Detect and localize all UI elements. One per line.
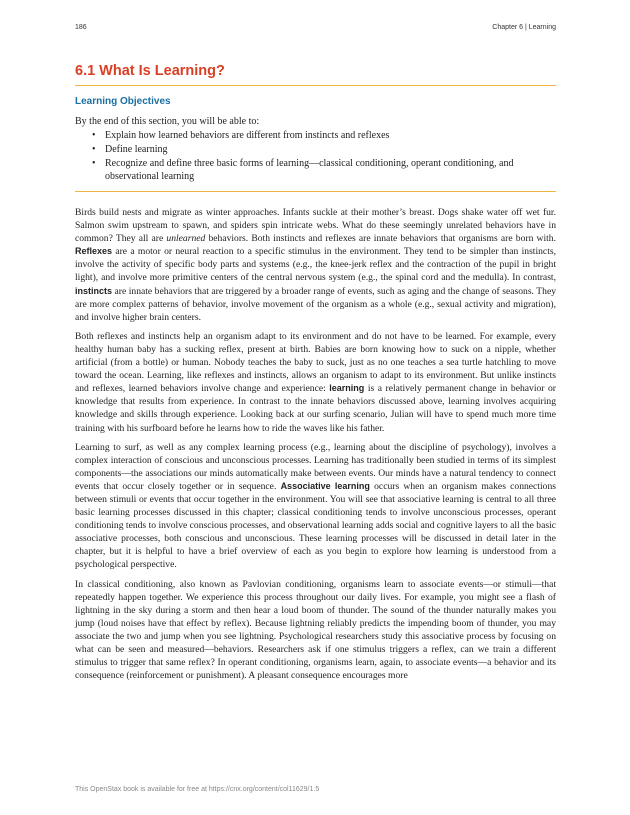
learning-objectives-divider <box>75 191 556 192</box>
paragraph-text: occurs when an organism makes connections between stimuli or events that occur together in the environment. You will see that associative learning is central to all three basic learning processes discussed in this chapter; classical conditioning tends to involve unconscious processes, operant conditioning tends to involve conscious processes, and observational learning adds social and cognitive layers to all the basic associative processes, both conscious and unconscious. These learning processes will be discussed in detail later in the chapter, but it is helpful to have a brief overview of each as you begin to explore how learning is understood from a psychological perspective. <box>75 480 556 571</box>
key-term: Associative learning <box>280 480 370 491</box>
learning-objective-item <box>75 157 556 185</box>
learning-objective-item <box>75 129 556 143</box>
learning-objectives-heading: Learning Objectives <box>75 96 171 107</box>
section-title-divider <box>75 85 556 86</box>
learning-objective-text: Explain how learned behaviors are different from instincts and reflexes <box>105 130 390 141</box>
paragraph-text: Both reflexes and instincts help an organism adapt to its environment and do not have to be learned. For example, every healthy human baby has a sucking reflex, present at birth. Babies are born knowing how to suck on a nipple, whether artificial (from a bottle) or human. Nobody teaches the baby to suck, just as no one teaches a sea turtle hatchling to move toward the ocean. Learning, like reflexes and instincts, allows an organism to adapt to its environment. But unlike instincts and reflexes, learned behaviors involve change and experience: <box>75 330 556 395</box>
running-header <box>75 18 556 32</box>
learning-objectives-intro: By the end of this section, you will be able to: <box>75 116 260 127</box>
bullet-icon: • <box>92 130 96 141</box>
paragraph-text: Learning to surf, as well as any complex learning process (e.g., learning about the discipline of psychology), involves a complex interaction of conscious and unconscious processes. Learning has traditionally been studied in terms of its simplest components—the associations our minds automatically make between events. Our minds have a natural tendency to connect events that occur closely together or in sequence. <box>75 441 556 492</box>
paragraph-text: Birds build nests and migrate as winter approaches. Infants suckle at their mother’s breast. Dogs shake water off wet fur. Salmon swim upstream to spawn, and spiders spin intricate webs. What do these seemingly unrelated behaviors have in common? They all are <box>75 207 556 245</box>
paragraph-text: is a relatively permanent change in behavior or knowledge that results from experience. In contrast to the innate behaviors discussed above, learning involves acquiring knowledge and skills through experience. Looking back at our surfing scenario, Julian will have to spend much more time training with his surfboard before he learns how to ride the waves like his father. <box>75 383 556 434</box>
paragraph-text: behaviors. Both instincts and reflexes are innate behaviors that organisms are born with. <box>205 233 557 245</box>
emphasis-text: unlearned <box>166 233 206 245</box>
section-title: 6.1 What Is Learning? <box>75 63 225 79</box>
paragraph-text: are a motor or neural reaction to a specific stimulus in the environment. They tend to be simpler than instincts, involve the activity of specific body parts and systems (e.g., the knee-jerk reflex and the contraction of the pupil in bright light), and involve more primitive centers of the central nervous system (e.g., the spinal cord and the medulla). In contrast, <box>75 246 556 284</box>
key-term: instincts <box>75 285 113 296</box>
body-paragraph <box>75 441 556 572</box>
bullet-icon: • <box>92 157 96 169</box>
page-number: 186 <box>75 24 87 31</box>
page-footer: This OpenStax book is available for free at https://cnx.org/content/col11629/1.5 <box>75 786 320 793</box>
learning-objectives-list <box>75 129 556 184</box>
paragraph-text: are innate behaviors that are triggered by a broader range of events, such as aging and the change of seasons. They are more complex patterns of behavior, involve movement of the organism as a whole (e.g., sexual activity and migration), and involve higher brain centers. <box>75 285 556 323</box>
paragraph-text: In classical conditioning, also known as Pavlovian conditioning, organisms learn to associate events—or stimuli—that repeatedly happen together. We experience this process throughout our daily lives. For example, you might see a flash of lightning in the sky during a storm and then hear a loud boom of thunder. The sound of the thunder naturally makes you jump (loud noises have that effect by reflex). Because lightning reliably predicts the impending boom of thunder, you may associate the two and jump when you see lightning. Psychological researchers study this associative process by focusing on what can be seen and measured—behaviors. Researchers ask if one stimulus triggers a reflex, can we train a different stimulus to trigger that same reflex? In operant conditioning, organisms learn, again, to associate events—a behavior and its consequence (reinforcement or punishment). A pleasant consequence encourages more <box>75 578 556 682</box>
body-paragraph <box>75 578 556 683</box>
chapter-title: Chapter 6 | Learning <box>492 24 556 31</box>
learning-objective-text: Recognize and define three basic forms of learning—classical conditioning, operant conditioning, and observational learning <box>105 157 514 183</box>
learning-objective-text: Define learning <box>105 143 168 155</box>
key-term: learning <box>329 383 365 394</box>
body-paragraph <box>75 330 556 435</box>
learning-objective-item <box>75 143 556 157</box>
body-paragraph <box>75 206 556 324</box>
key-term: Reflexes <box>75 246 113 257</box>
bullet-icon: • <box>92 143 96 155</box>
body-text <box>75 206 556 688</box>
